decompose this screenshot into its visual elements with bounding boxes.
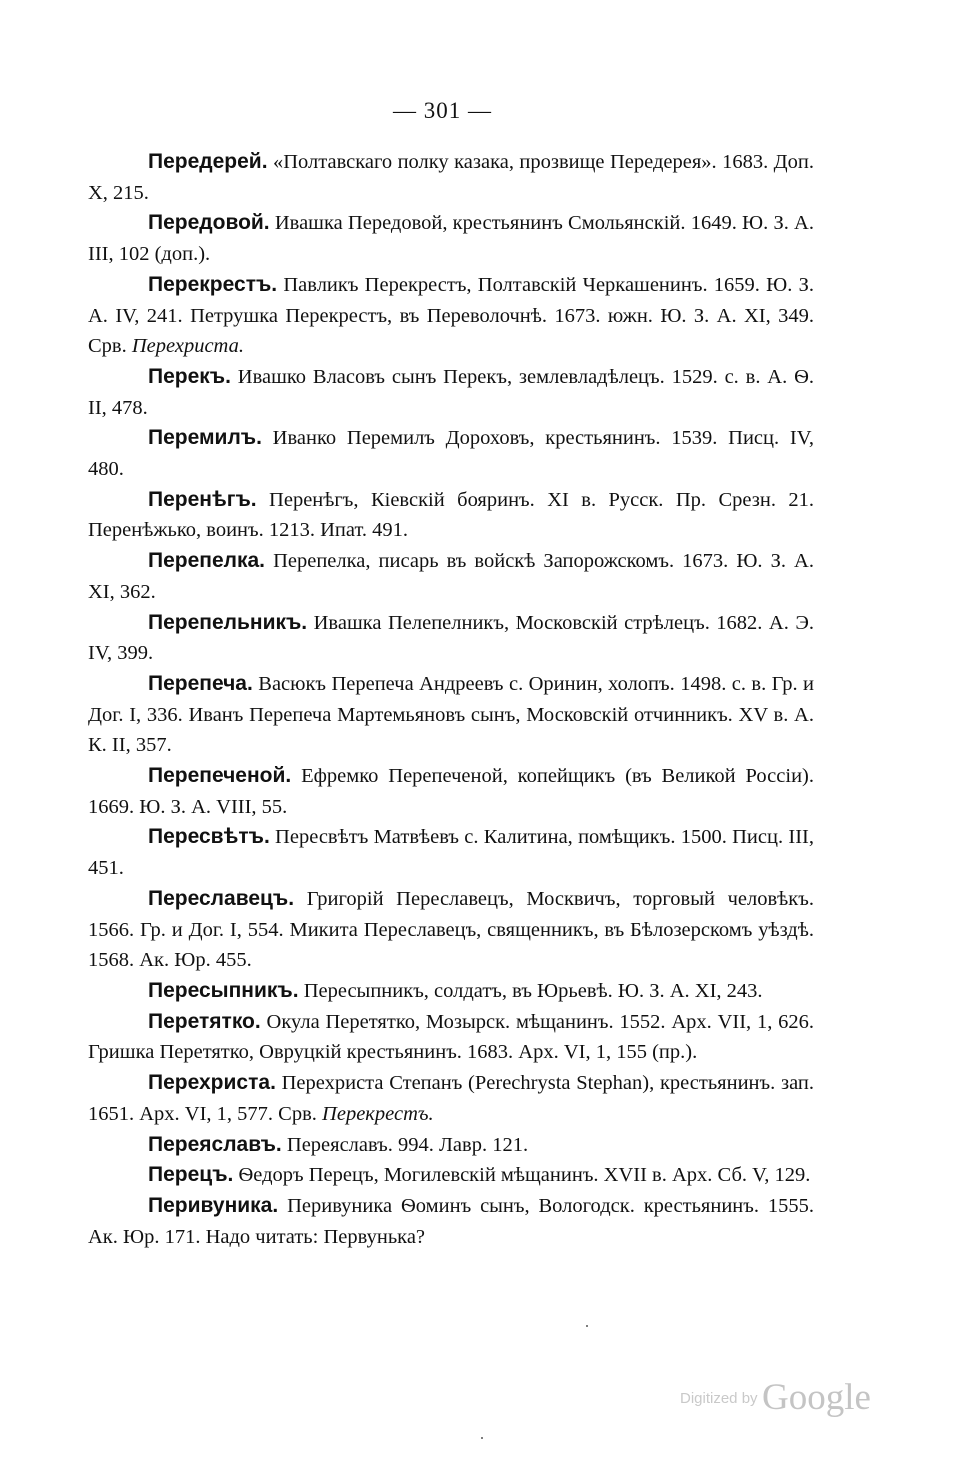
entry-text: «Полтавскаго полку казака, прозвище Передерея». 1683. Доп. X, 215.	[88, 151, 814, 204]
entry-headword: Перивуника.	[148, 1193, 279, 1217]
entry-headword: Перекрестъ.	[148, 272, 278, 296]
entry-headword: Перекъ.	[148, 364, 231, 388]
entry-text: Иванко Перемилъ Дороховъ, крестьянинъ. 1539. Писц. IV, 480.	[88, 427, 814, 481]
entry-headword: Пересвѣтъ.	[148, 825, 270, 849]
entry-headword: Переяславъ.	[148, 1132, 282, 1156]
dictionary-entries	[88, 147, 814, 1252]
entry-text: Григорій Переславецъ, Москвичъ, торговый человѣкъ. 1566. Гр. и Дог. I, 554. Микита Переславецъ, священникъ, въ Бѣлозерскомъ уѣздѣ. 1568. Ак. Юр. 455.	[88, 887, 814, 972]
entry-headword: Передовой.	[148, 211, 270, 235]
entry	[88, 669, 814, 761]
entry	[88, 546, 814, 607]
entry	[88, 1130, 814, 1161]
entry	[88, 976, 814, 1007]
entry-headword: Передерей.	[148, 150, 268, 173]
entry-text: Пересыпникъ, солдатъ, въ Юрьевѣ. Ю. З. А. XI, 243.	[298, 979, 763, 1002]
entry-headword: Перепеченой.	[148, 764, 292, 788]
entry-headword: Перепеча.	[148, 671, 253, 695]
entry-headword: Перепелка.	[148, 549, 266, 573]
entry	[88, 1160, 814, 1191]
entry-text: Перепелка, писарь въ войскѣ Запорожскомъ. 1673. Ю. З. А. XI, 362.	[88, 550, 814, 603]
entry-text: Окула Перетятко, Мозырск. мѣщанинъ. 1552. Арх. VII, 1, 626. Гришка Перетятко, Овруцкій крестьянинъ. 1683. Арх. VI, 1, 155 (пр.).	[88, 1010, 814, 1064]
entry	[88, 822, 814, 883]
entry	[88, 1068, 814, 1129]
entry-headword: Перетятко.	[148, 1009, 261, 1033]
entry-text: Васюкъ Перепеча Андреевъ с. Оринин, холопъ. 1498. с. в. Гр. и Дог. I, 336. Иванъ Перепеча Мартемьяновъ сынъ, Московскій отчинникъ. XV в. А. К. II, 357.	[88, 672, 814, 757]
entry	[88, 362, 814, 423]
entry-text: Перехриста Степанъ (Perechrysta Stephan), крестьянинъ. зап. 1651. Арх. VI, 1, 577. Срв.	[88, 1072, 814, 1125]
entry-text: Ивашка Пелепелникъ, Московскій стрѣлецъ. 1682. А. Э. IV, 399.	[88, 611, 814, 665]
watermark-prefix: Digitized by	[680, 1390, 758, 1407]
entry	[88, 423, 814, 484]
entry-headword: Перецъ.	[148, 1163, 234, 1187]
entry-headword: Перемилъ.	[148, 426, 262, 450]
entry-text: Ѳедоръ Перецъ, Могилевскій мѣщанинъ. XVII в. Арх. Сб. V, 129.	[233, 1164, 811, 1187]
entry-headword: Перехриста.	[148, 1071, 276, 1095]
entry-headword: Перепельникъ.	[148, 610, 308, 634]
page-number: — 301 —	[393, 98, 492, 123]
google-logo: Google	[762, 1377, 871, 1418]
entry	[88, 1007, 814, 1068]
entry	[88, 761, 814, 822]
entry-text: Ивашко Власовъ сынъ Перекъ, землевладѣлецъ. 1529. с. в. А. Ѳ. II, 478.	[88, 365, 814, 419]
entry-text: Перивуника Ѳоминъ сынъ, Вологодск. крестьянинъ. 1555. Ак. Юр. 171. Надо читать: Первунька?	[88, 1194, 814, 1248]
print-speck	[481, 1437, 483, 1439]
entry-headword: Перенѣгъ.	[148, 487, 257, 511]
entry-text: Перенѣгъ, Кіевскій бояринъ. XI в. Русск. Пр. Срезн. 21. Перенѣжько, воинъ. 1213. Ипат. 491.	[88, 488, 814, 542]
entry	[88, 147, 814, 208]
entry	[88, 208, 814, 269]
entry-text: Павликъ Перекрестъ, Полтавскій Черкашенинъ. 1659. Ю. З. А. IV, 241. Петрушка Перекрестъ, въ Переволочнѣ. 1673. южн. Ю. З. А. XI, 349. Срв.	[88, 273, 814, 358]
entry-text: Пересвѣтъ Матвѣевъ с. Калитина, помѣщикъ. 1500. Писц. III, 451.	[88, 826, 814, 880]
entry-headword: Пересыпникъ.	[148, 978, 299, 1002]
print-speck	[586, 1325, 588, 1327]
entry-cross-reference: Перехриста.	[131, 335, 244, 358]
entry	[88, 608, 814, 669]
entry-text: Ивашка Передовой, крестьянинъ Смольянскій. 1649. Ю. З. А. III, 102 (доп.).	[88, 212, 814, 266]
entry-text: Переяславъ. 994. Лавр. 121.	[281, 1133, 529, 1156]
entry	[88, 1191, 814, 1252]
entry	[88, 270, 814, 362]
entry-text: Ефремко Перепеченой, копейщикъ (въ Великой Россіи). 1669. Ю. З. А. VIII, 55.	[88, 765, 814, 818]
entry	[88, 884, 814, 976]
entry	[88, 485, 814, 546]
entry-headword: Переславецъ.	[148, 886, 295, 910]
digitized-by-google-watermark	[680, 1376, 890, 1419]
entry-cross-reference: Перекрестъ.	[322, 1102, 434, 1125]
